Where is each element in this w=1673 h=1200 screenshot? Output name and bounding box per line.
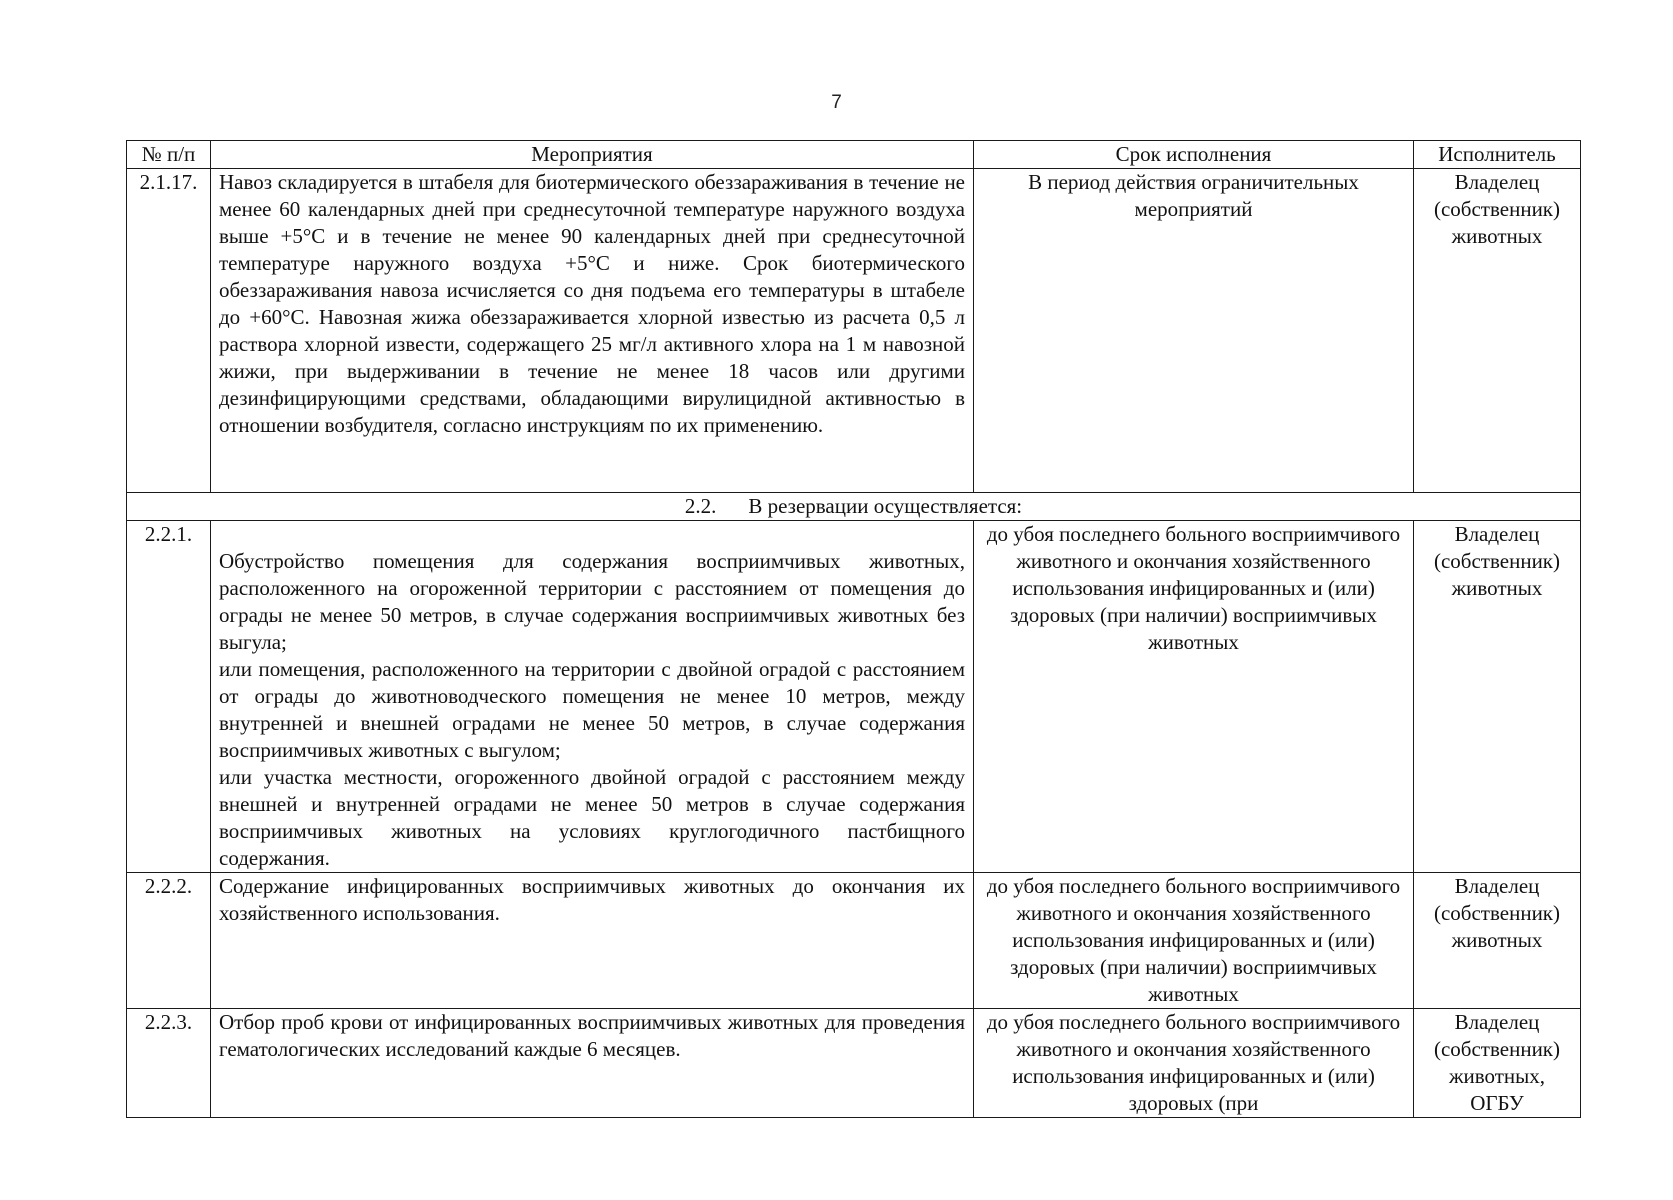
row-term: до убоя последнего больного восприимчивого животного и окончания хозяйственного использования инфицированных и (или) здоровых (при — [974, 1009, 1414, 1118]
activity-paragraph: или участка местности, огороженного двойной оградой с расстоянием между внешней и внутренней оградами не менее 50 метров в случае содержания восприимчивых животных на условиях круглогодичного пастбищного содержания. — [219, 765, 965, 870]
table-row — [127, 873, 1581, 1009]
row-term: В период действия ограничительных мероприятий — [974, 169, 1414, 493]
header-activity: Мероприятия — [211, 141, 974, 169]
header-num: № п/п — [127, 141, 211, 169]
row-number: 2.2.1. — [127, 521, 211, 873]
table-row — [127, 521, 1581, 873]
table-header-row — [127, 141, 1581, 169]
row-number: 2.1.17. — [127, 169, 211, 493]
blank-line — [219, 521, 965, 548]
page-number: 7 — [831, 92, 842, 113]
row-activity — [211, 521, 974, 873]
section-header — [127, 493, 1581, 521]
table-row — [127, 169, 1581, 493]
row-executor: Владелец (собственник) животных — [1414, 873, 1581, 1009]
row-activity: Навоз складируется в штабеля для биотермического обеззараживания в течение не менее 60 календарных дней при среднесуточной температуре наружного воздуха выше +5°С и в течение не менее 90 календарных дней при среднесуточной температуре наружного воздуха +5°С и ниже. Срок биотермического обеззараживания навоза исчисляется со дня подъема его температуры в штабеле до +60°С. Навозная жижа обеззараживается хлорной известью из расчета 0,5 л раствора хлорной извести, содержащего 25 мг/л активного хлора на 1 м навозной жижи, при выдерживании в течение не менее 18 часов или другими дезинфицирующими средствами, обладающими вирулицидной активностью в отношении возбудителя, согласно инструкциям по их применению. — [211, 169, 974, 493]
header-executor: Исполнитель — [1414, 141, 1581, 169]
activity-paragraph: или помещения, расположенного на территории с двойной оградой с расстоянием от ограды до животноводческого помещения не менее 10 метров, между внутренней и внешней оградами не менее 50 метров, в случае содержания восприимчивых животных с выгулом; — [219, 657, 965, 762]
header-term: Срок исполнения — [974, 141, 1414, 169]
row-activity: Отбор проб крови от инфицированных восприимчивых животных для проведения гематологических исследований каждые 6 месяцев. — [211, 1009, 974, 1118]
row-term: до убоя последнего больного восприимчивого животного и окончания хозяйственного использования инфицированных и (или) здоровых (при наличии) восприимчивых животных — [974, 873, 1414, 1009]
row-number: 2.2.3. — [127, 1009, 211, 1118]
section-number: 2.2. — [684, 494, 717, 518]
row-number: 2.2.2. — [127, 873, 211, 1009]
section-header-row — [127, 493, 1581, 521]
measures-table — [126, 140, 1581, 1118]
row-term: до убоя последнего больного восприимчивого животного и окончания хозяйственного использования инфицированных и (или) здоровых (при наличии) восприимчивых животных — [974, 521, 1414, 873]
row-executor: Владелец (собственник) животных, ОГБУ — [1414, 1009, 1581, 1118]
section-title: В резервации осуществляется: — [748, 494, 1023, 518]
row-executor: Владелец (собственник) животных — [1414, 521, 1581, 873]
row-executor: Владелец (собственник) животных — [1414, 169, 1581, 493]
activity-paragraph: Обустройство помещения для содержания восприимчивых животных, расположенного на огороженной территории с расстоянием от помещения до ограды не менее 50 метров, в случае содержания восприимчивых животных без выгула; — [219, 549, 965, 654]
table-row — [127, 1009, 1581, 1118]
row-activity: Содержание инфицированных восприимчивых животных до окончания их хозяйственного использования. — [211, 873, 974, 1009]
